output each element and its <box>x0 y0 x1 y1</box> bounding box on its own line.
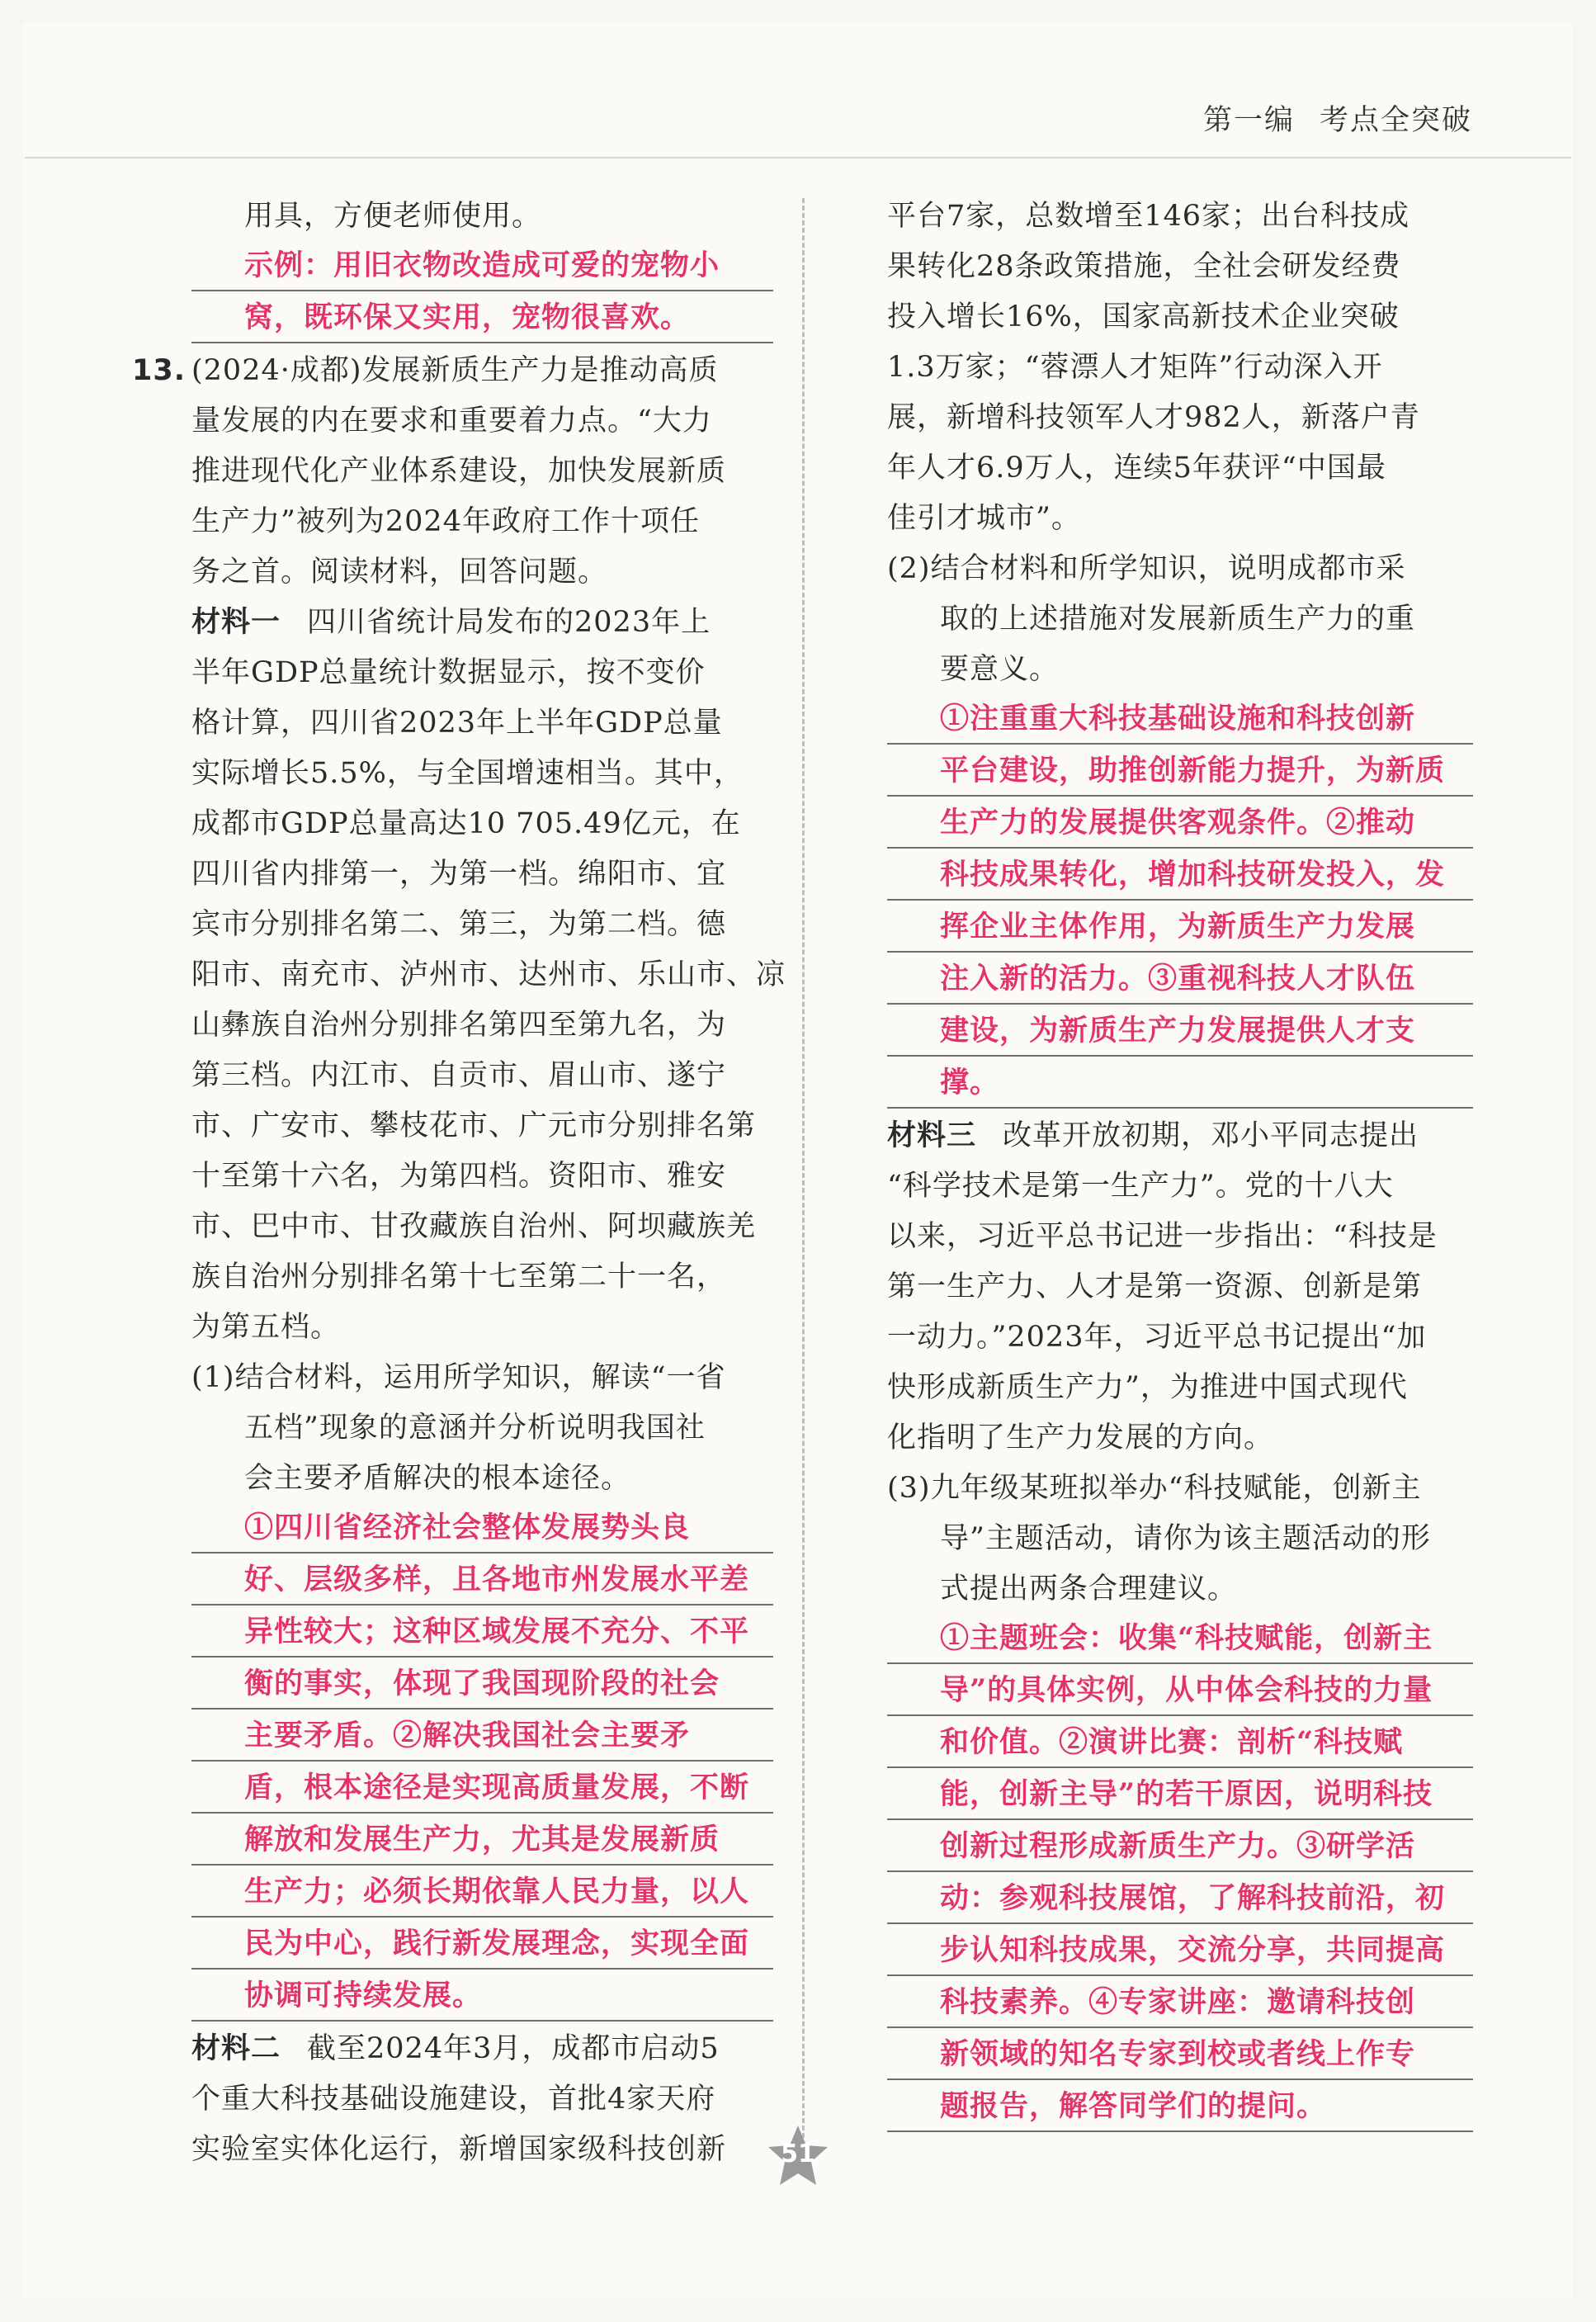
text-line: 生产力”被列为2024年政府工作十项任 <box>191 505 700 538</box>
material-text: 改革开放初期，邓小平同志提出 <box>1003 1119 1419 1152</box>
sub-question-line: 要意义。 <box>940 653 1060 686</box>
text-line: 展，新增科技领军人才982人，新落户青 <box>887 401 1420 434</box>
material-label: 材料二 <box>191 2032 281 2065</box>
text-line: 一动力。”2023年，习近平总书记提出“加 <box>887 1321 1427 1354</box>
sub-question-line: 会主要矛盾解决的根本途径。 <box>244 1462 631 1495</box>
left-column <box>132 192 786 2175</box>
answer-line: 创新过程形成新质生产力。③研学活 <box>887 1823 1473 1872</box>
answer-line: 协调可持续发展。 <box>191 1972 773 2022</box>
text-line: 格计算，四川省2023年上半年GDP总量 <box>191 707 723 740</box>
running-header <box>1178 97 1472 139</box>
answer-line: 动：参观科技展馆，了解科技前沿，初 <box>887 1875 1473 1924</box>
sub-question-line: 式提出两条合理建议。 <box>940 1572 1238 1606</box>
answer-line: ①主题班会：收集“科技赋能，创新主 <box>887 1615 1473 1664</box>
answer-line: 主要矛盾。②解决我国社会主要矛 <box>191 1712 773 1762</box>
answer-line: 导”的具体实例，从中体会科技的力量 <box>887 1667 1473 1716</box>
answer-line: 好、层级多样，且各地市州发展水平差 <box>191 1556 773 1606</box>
answer-line: 撑。 <box>887 1059 1473 1109</box>
text-line: 量发展的内在要求和重要着力点。“大力 <box>191 404 712 437</box>
text-line: 第三档。内江市、自贡市、眉山市、遂宁 <box>191 1059 727 1092</box>
material-text: 四川省统计局发布的2023年上 <box>307 606 711 639</box>
answer-line: 科技素养。④专家讲座：邀请科技创 <box>887 1979 1473 2028</box>
text-line: 半年GDP总量统计数据显示，按不变价 <box>191 656 706 689</box>
material-text: 截至2024年3月，成都市启动5 <box>307 2032 720 2065</box>
sub-question-line: (3)九年级某班拟举办“科技赋能，创新主 <box>887 1472 1422 1505</box>
answer-line: 平台建设，助推创新能力提升，为新质 <box>887 747 1473 797</box>
text-line: 1.3万家；“蓉漂人才矩阵”行动深入开 <box>887 351 1383 384</box>
answer-line: ①四川省经济社会整体发展势头良 <box>191 1504 773 1554</box>
answer-line: 步认知科技成果，交流分享，共同提高 <box>887 1927 1473 1976</box>
text-line: 年人才6.9万人，连续5年获评“中国最 <box>887 452 1386 485</box>
text-line: 族自治州分别排名第十七至第二十一名， <box>191 1260 727 1293</box>
text-line: 阳市、南充市、泸州市、达州市、乐山市、凉 <box>191 958 786 991</box>
answer-line: 建设，为新质生产力发展提供人才支 <box>887 1007 1473 1057</box>
answer-line: 生产力；必须长期依靠人民力量，以人 <box>191 1868 773 1918</box>
question-13-line <box>132 346 773 396</box>
material-1-line <box>191 598 773 648</box>
sub-question-line: 导”主题活动，请你为该主题活动的形 <box>940 1522 1431 1555</box>
answer-line: 挥企业主体作用，为新质生产力发展 <box>887 903 1473 953</box>
answer-line: 异性较大；这种区域发展不充分、不平 <box>191 1608 773 1658</box>
answer-line: 盾，根本途径是实现高质量发展，不断 <box>191 1764 773 1814</box>
text-line: 个重大科技基础设施建设，首批4家天府 <box>191 2083 716 2116</box>
text-line: 为第五档。 <box>191 1311 341 1344</box>
question-number: 13. <box>132 354 187 387</box>
answer-line: 窝，既环保又实用，宠物很喜欢。 <box>191 294 773 343</box>
material-2-line <box>191 2024 773 2074</box>
text-line: 平台7家，总数增至146家；出台科技成 <box>887 200 1410 233</box>
header-book: 第一编 <box>1202 104 1295 137</box>
column-divider <box>802 198 805 2138</box>
text-line: 实际增长5.5%，与全国增速相当。其中， <box>191 757 744 790</box>
material-label: 材料三 <box>887 1119 977 1152</box>
text-line: 实验室实体化运行，新增国家级科技创新 <box>191 2133 727 2166</box>
question-stem-text: (2024·成都)发展新质生产力是推动高质 <box>191 354 719 387</box>
answer-line: 生产力的发展提供客观条件。②推动 <box>887 799 1473 849</box>
answer-line: 和价值。②演讲比赛：剖析“科技赋 <box>887 1719 1473 1768</box>
answer-line: 民为中心，践行新发展理念，实现全面 <box>191 1920 773 1970</box>
answer-line: 能，创新主导”的若干原因，说明科技 <box>887 1771 1473 1820</box>
text-line: 市、广安市、攀枝花市、广元市分别排名第 <box>191 1109 757 1142</box>
text-line: 宾市分别排名第二、第三，为第二档。德 <box>191 908 727 941</box>
header-section: 考点全突破 <box>1319 104 1472 137</box>
sub-question-line: 五档”现象的意涵并分析说明我国社 <box>244 1412 706 1445</box>
text-line: 投入增长16%，国家高新技术企业突破 <box>887 300 1400 333</box>
text-line: 市、巴中市、甘孜藏族自治州、阿坝藏族羌 <box>191 1210 757 1243</box>
answer-line: 题报告，解答同学们的提问。 <box>887 2083 1473 2132</box>
text-line: 务之首。阅读材料，回答问题。 <box>191 556 608 589</box>
text-line: 四川省内排第一，为第一档。绵阳市、宜 <box>191 858 727 891</box>
text-line: 十至第十六名，为第四档。资阳市、雅安 <box>191 1160 727 1193</box>
text-line: 佳引才城市”。 <box>887 502 1081 535</box>
text-line: 用具，方便老师使用。 <box>244 200 542 233</box>
material-label: 材料一 <box>191 606 281 639</box>
answer-line: 衡的事实，体现了我国现阶段的社会 <box>191 1660 773 1710</box>
text-line: 山彝族自治州分别排名第四至第九名，为 <box>191 1009 727 1042</box>
answer-line: 解放和发展生产力，尤其是发展新质 <box>191 1816 773 1866</box>
text-line: 化指明了生产力发展的方向。 <box>887 1421 1274 1454</box>
text-line: 快形成新质生产力”，为推进中国式现代 <box>887 1371 1408 1404</box>
right-column <box>887 192 1473 2135</box>
page-number: 51 <box>781 2140 815 2168</box>
answer-line: 示例：用旧衣物改造成可爱的宠物小 <box>191 242 773 291</box>
answer-line: ①注重重大科技基础设施和科技创新 <box>887 695 1473 745</box>
text-line: 第一生产力、人才是第一资源、创新是第 <box>887 1270 1423 1303</box>
answer-line: 新领域的知名专家到校或者线上作专 <box>887 2031 1473 2080</box>
text-line: 果转化28条政策措施，全社会研发经费 <box>887 250 1401 283</box>
text-line: “科学技术是第一生产力”。党的十八大 <box>887 1170 1394 1203</box>
sub-question-line: (2)结合材料和所学知识，说明成都市采 <box>887 552 1406 585</box>
material-3-line <box>887 1111 1473 1161</box>
sub-question-line: (1)结合材料，运用所学知识，解读“一省 <box>191 1361 726 1394</box>
answer-line: 科技成果转化，增加科技研发投入，发 <box>887 851 1473 901</box>
text-line: 成都市GDP总量高达10 705.49亿元，在 <box>191 807 741 840</box>
text-line: 推进现代化产业体系建设，加快发展新质 <box>191 455 727 488</box>
sub-question-line: 取的上述措施对发展新质生产力的重 <box>940 603 1416 636</box>
text-line: 以来，习近平总书记进一步指出：“科技是 <box>887 1220 1438 1253</box>
answer-line: 注入新的活力。③重视科技人才队伍 <box>887 955 1473 1005</box>
header-rule <box>25 157 1571 158</box>
